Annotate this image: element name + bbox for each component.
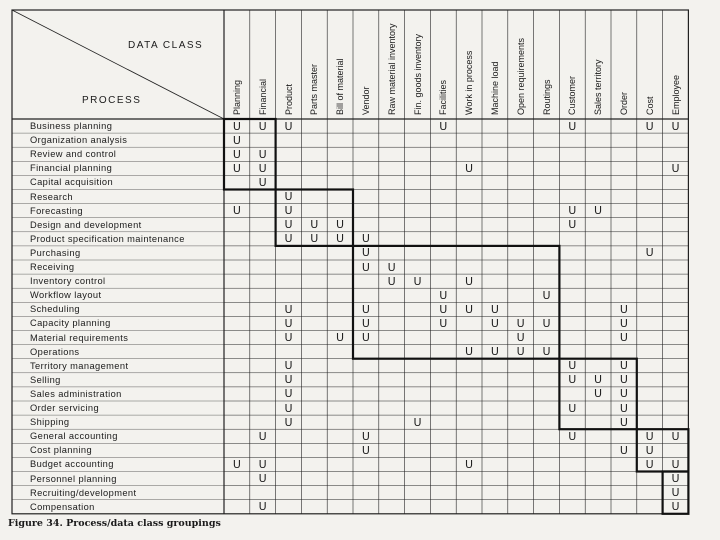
row-header: Compensation — [30, 501, 95, 512]
usage-mark: U — [671, 486, 680, 500]
usage-mark: U — [671, 119, 680, 133]
usage-mark: U — [361, 260, 370, 274]
usage-mark: U — [594, 204, 603, 218]
usage-mark: U — [465, 302, 474, 316]
usage-mark: U — [619, 373, 628, 387]
row-header: Design and development — [30, 219, 142, 230]
column-header: Customer — [567, 75, 578, 115]
usage-mark: U — [284, 331, 293, 344]
usage-mark: U — [336, 331, 345, 344]
row-header: Research — [30, 191, 73, 202]
row-header: Scheduling — [30, 304, 81, 315]
usage-mark: U — [413, 415, 422, 429]
usage-mark: U — [516, 316, 525, 330]
row-header: Budget accounting — [30, 459, 114, 470]
usage-mark: U — [645, 246, 654, 260]
usage-mark: U — [284, 387, 293, 401]
usage-mark: U — [619, 387, 628, 401]
usage-mark: U — [258, 119, 267, 133]
column-header: Planning — [231, 79, 242, 115]
usage-mark: U — [361, 246, 370, 260]
usage-mark: U — [361, 443, 370, 457]
column-header: Fin. goods inventory — [412, 33, 423, 115]
usage-mark: U — [284, 401, 293, 415]
usage-mark: U — [232, 147, 241, 161]
column-header: Routings — [541, 79, 552, 115]
column-header: Bill of material — [335, 58, 346, 115]
usage-mark: U — [568, 401, 577, 415]
usage-mark: U — [619, 331, 628, 344]
usage-mark: U — [568, 359, 577, 373]
data-class-title: DATA CLASS — [128, 40, 204, 51]
usage-mark: U — [284, 218, 293, 232]
usage-mark: U — [671, 457, 680, 471]
column-header: Vendor — [360, 86, 371, 115]
row-header: Inventory control — [30, 276, 106, 287]
usage-mark: U — [439, 288, 448, 302]
usage-mark: U — [439, 119, 448, 133]
row-header: Shipping — [30, 417, 70, 428]
usage-mark: U — [671, 472, 680, 485]
column-header: Raw material inventory — [386, 23, 397, 115]
usage-mark: U — [645, 443, 654, 457]
usage-mark: U — [361, 232, 370, 246]
usage-mark: U — [619, 359, 628, 373]
usage-mark: U — [284, 190, 293, 203]
usage-mark: U — [232, 119, 241, 133]
usage-mark: U — [516, 331, 525, 344]
usage-mark: U — [413, 274, 422, 288]
usage-mark: U — [439, 302, 448, 316]
usage-mark: U — [336, 218, 345, 232]
column-header: Work in process — [464, 50, 475, 115]
usage-mark: U — [258, 147, 267, 161]
usage-mark: U — [619, 302, 628, 316]
usage-mark: U — [568, 429, 577, 443]
usage-mark: U — [361, 429, 370, 443]
usage-mark: U — [284, 373, 293, 387]
row-header: Material requirements — [30, 332, 129, 343]
usage-mark: U — [284, 415, 293, 429]
usage-mark: U — [232, 161, 241, 175]
usage-mark: U — [568, 119, 577, 133]
usage-mark: U — [439, 316, 448, 330]
usage-mark: U — [284, 316, 293, 330]
usage-mark: U — [542, 288, 551, 302]
usage-mark: U — [361, 302, 370, 316]
usage-mark: U — [490, 302, 499, 316]
usage-mark: U — [258, 161, 267, 175]
row-header: Personnel planning — [30, 473, 117, 484]
usage-mark: U — [361, 331, 370, 344]
usage-mark: U — [387, 260, 396, 274]
usage-mark: U — [619, 443, 628, 457]
row-header: Capital acquisition — [30, 177, 114, 188]
figure-caption: Figure 34. Process/data class groupings — [8, 518, 221, 529]
usage-mark: U — [490, 316, 499, 330]
row-header: Capacity planning — [30, 318, 111, 329]
usage-mark: U — [619, 316, 628, 330]
column-header: Machine load — [489, 61, 500, 115]
usage-mark: U — [258, 429, 267, 443]
row-header: Sales administration — [30, 388, 122, 399]
row-header: Organization analysis — [30, 135, 128, 146]
usage-mark: U — [258, 500, 267, 514]
row-header: Recruiting/development — [30, 487, 137, 498]
row-header: Cost planning — [30, 445, 93, 456]
usage-mark: U — [361, 316, 370, 330]
usage-mark: U — [568, 204, 577, 218]
usage-mark: U — [542, 316, 551, 330]
usage-mark: U — [310, 232, 319, 246]
row-header: Receiving — [30, 262, 75, 272]
usage-mark: U — [284, 232, 293, 246]
column-header: Product — [283, 83, 294, 115]
usage-mark: U — [671, 161, 680, 175]
column-header: Parts master — [309, 63, 320, 115]
row-header: Selling — [30, 374, 61, 385]
column-header: Sales territory — [593, 59, 604, 115]
usage-mark: U — [465, 161, 474, 175]
usage-mark: U — [232, 133, 241, 147]
usage-mark: U — [490, 345, 499, 359]
column-header: Cost — [644, 96, 655, 115]
usage-mark: U — [258, 457, 267, 471]
usage-mark: U — [645, 457, 654, 471]
usage-mark: U — [310, 218, 319, 232]
usage-mark: U — [568, 373, 577, 387]
usage-mark: U — [619, 401, 628, 415]
usage-mark: U — [258, 472, 267, 485]
usage-mark: U — [387, 274, 396, 288]
usage-mark: U — [465, 345, 474, 359]
column-header: Financial — [257, 78, 268, 115]
usage-mark: U — [232, 457, 241, 471]
usage-mark: U — [284, 119, 293, 133]
usage-mark: U — [465, 457, 474, 471]
usage-mark: U — [258, 175, 267, 189]
row-header: Territory management — [30, 360, 129, 371]
usage-mark: U — [232, 204, 241, 218]
usage-mark: U — [645, 119, 654, 133]
column-header: Open requirements — [515, 37, 526, 115]
row-header: Order servicing — [30, 403, 100, 413]
row-header: Workflow layout — [30, 290, 102, 301]
column-header: Order — [618, 91, 629, 115]
usage-mark: U — [336, 232, 345, 246]
usage-mark: U — [465, 274, 474, 288]
row-header: Purchasing — [30, 247, 81, 258]
row-header: Forecasting — [30, 205, 83, 216]
usage-mark: U — [671, 500, 680, 514]
row-header: Financial planning — [30, 163, 113, 174]
usage-mark: U — [568, 218, 577, 232]
usage-mark: U — [594, 387, 603, 401]
usage-mark: U — [645, 429, 654, 443]
usage-mark: U — [619, 415, 628, 429]
row-header: General accounting — [30, 431, 118, 442]
usage-mark: U — [284, 359, 293, 373]
usage-mark: U — [671, 429, 680, 443]
column-header: Facilities — [438, 79, 449, 115]
row-header: Operations — [30, 346, 80, 357]
usage-mark: U — [594, 373, 603, 387]
usage-mark: U — [284, 204, 293, 218]
row-header: Business planning — [30, 121, 113, 131]
usage-mark: U — [516, 345, 525, 359]
usage-mark: U — [284, 302, 293, 316]
row-header: Product specification maintenance — [30, 233, 185, 244]
process-title: PROCESS — [82, 95, 142, 106]
column-header: Employee — [670, 74, 681, 115]
usage-mark: U — [542, 345, 551, 359]
row-header: Review and control — [30, 149, 117, 160]
